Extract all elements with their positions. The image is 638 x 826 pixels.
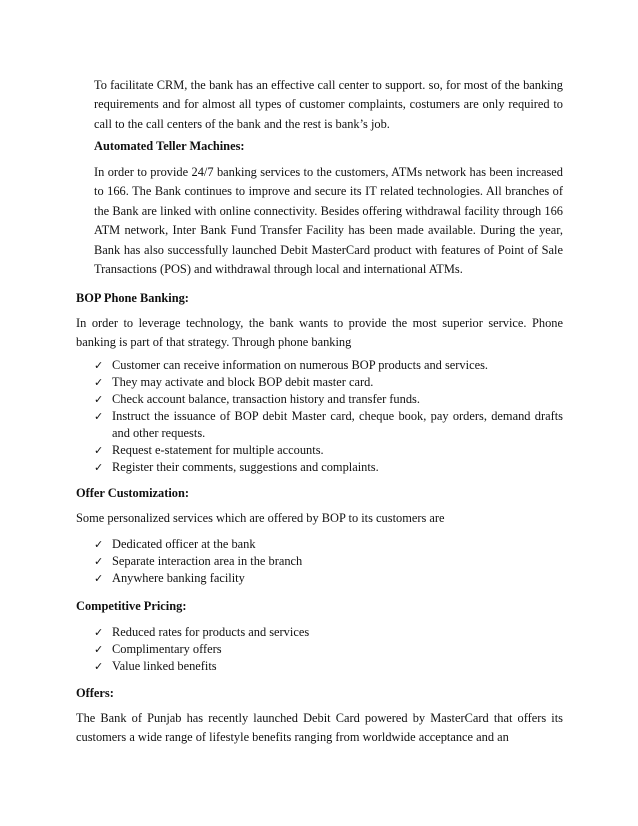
offers-heading: Offers: [76,686,114,700]
competitive-pricing-list [94,624,563,675]
competitive-pricing-heading: Competitive Pricing: [76,599,187,613]
check-icon: ✓ [94,376,104,389]
offer-customization-heading: Offer Customization: [76,486,189,500]
list-item: ✓ Anywhere banking facility [94,571,245,585]
check-icon: ✓ [94,626,104,639]
atm-heading: Automated Teller Machines: [94,139,245,153]
offer-customization-list [94,536,563,587]
check-icon: ✓ [94,410,104,423]
list-item: ✓ Dedicated officer at the bank [94,537,256,551]
list-item: ✓ Reduced rates for products and services [94,625,310,639]
crm-paragraph: To facilitate CRM, the bank has an effective call center to support. so, for most of the banking requirements and for almost all types of customer complaints, costumers are only required to call to the call centers of the bank and the rest is bank’s job. [94,78,563,131]
check-icon: ✓ [94,572,104,585]
check-icon: ✓ [94,461,104,474]
list-item: ✓ Check account balance, transaction history and transfer funds. [94,392,420,406]
phone-banking-list [94,357,563,476]
check-icon: ✓ [94,444,104,457]
atm-paragraph: In order to provide 24/7 banking services to the customers, ATMs network has been increased to 166. The Bank continues to improve and secure its IT related technologies. All branches of the Bank are linked with online connectivity. Besides offering withdrawal facility through 166 ATM network, Inter Bank Fund Transfer Facility has been made available. During the year, Bank has also successfully launched Debit MasterCard product with features of Point of Sale Transactions (POS) and withdrawal through local and international ATMs. [94,165,563,277]
list-item: ✓ Value linked benefits [94,659,217,673]
check-icon: ✓ [94,393,104,406]
list-item: ✓ Register their comments, suggestions and complaints. [94,460,379,474]
offer-customization-paragraph: Some personalized services which are offered by BOP to its customers are [76,511,445,525]
list-item: ✓ Request e-statement for multiple accounts. [94,443,324,457]
offers-paragraph: The Bank of Punjab has recently launched Debit Card powered by MasterCard that offers its customers a wide range of lifestyle benefits ranging from worldwide acceptance and an [76,711,563,745]
list-item: ✓ They may activate and block BOP debit master card. [94,375,374,389]
check-icon: ✓ [94,359,104,372]
list-item: ✓ Complimentary offers [94,642,222,656]
check-icon: ✓ [94,643,104,656]
phone-banking-paragraph: In order to leverage technology, the bank wants to provide the most superior service. Phone banking is part of that strategy. Through phone banking [76,316,563,350]
check-icon: ✓ [94,538,104,551]
phone-banking-heading: BOP Phone Banking: [76,291,189,305]
list-item: ✓ Instruct the issuance of BOP debit Master card, cheque book, pay orders, demand drafts and other requests. [94,409,563,440]
check-icon: ✓ [94,555,104,568]
list-item: ✓ Separate interaction area in the branch [94,554,303,568]
list-item: ✓ Customer can receive information on numerous BOP products and services. [94,358,488,372]
check-icon: ✓ [94,660,104,673]
